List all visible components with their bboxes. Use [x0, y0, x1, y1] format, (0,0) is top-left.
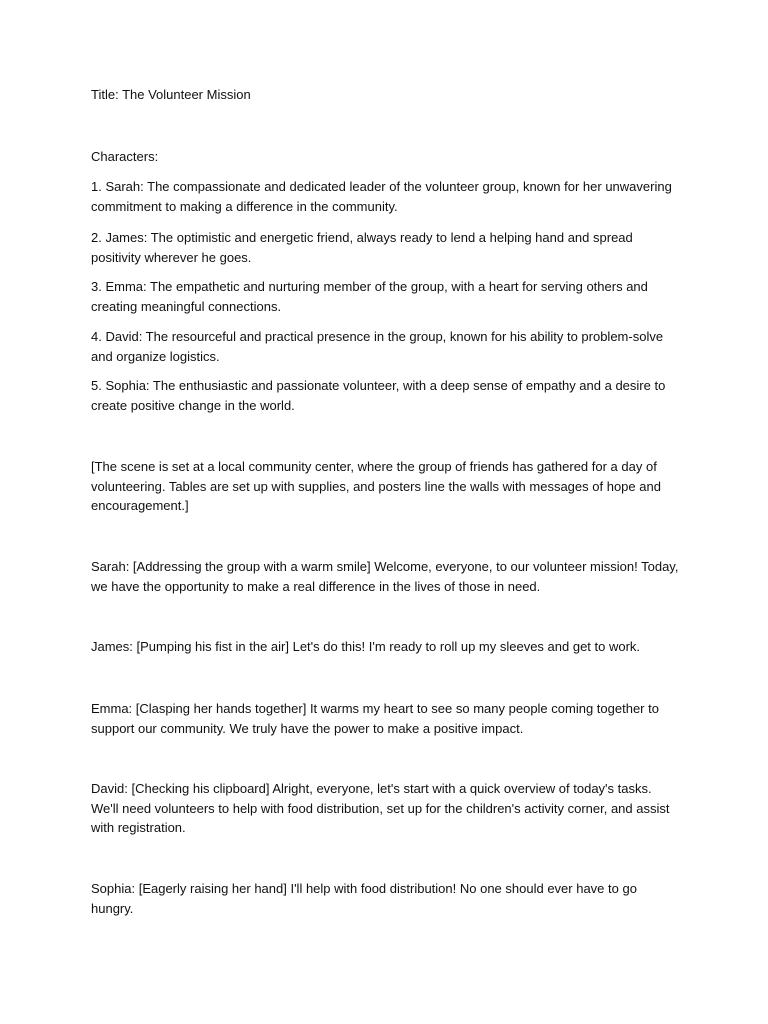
dialogue-line: Sophia: [Eagerly raising her hand] I'll help with food distribution! No one should ever have to go hungry.	[91, 881, 637, 916]
character-entry: 3. Emma: The empathetic and nurturing member of the group, with a heart for serving others and creating meaningful connections.	[91, 279, 648, 314]
dialogue-line: David: [Checking his clipboard] Alright, everyone, let's start with a quick overview of today's tasks. We'll need volunteers to help with food distribution, set up for the children's activity corner, and assist with registration.	[91, 781, 670, 835]
characters-heading: Characters:	[91, 149, 159, 164]
character-entry: 4. David: The resourceful and practical presence in the group, known for his ability to problem-solve and organize logistics.	[91, 329, 664, 364]
dialogue-line: Sarah: [Addressing the group with a warm smile] Welcome, everyone, to our volunteer mission! Today, we have the opportunity to make a real difference in the lives of those in need.	[91, 559, 679, 594]
document-title: Title: The Volunteer Mission	[91, 87, 251, 102]
dialogue-line: Emma: [Clasping her hands together] It warms my heart to see so many people coming together to support our community. We truly have the power to make a positive impact.	[91, 701, 659, 736]
scene-description: [The scene is set at a local community center, where the group of friends has gathered for a day of volunteering. Tables are set up with supplies, and posters line the walls with messages of hope and encouragement.]	[91, 459, 661, 513]
dialogue-line: James: [Pumping his fist in the air] Let's do this! I'm ready to roll up my sleeves and get to work.	[91, 639, 641, 654]
character-entry: 2. James: The optimistic and energetic friend, always ready to lend a helping hand and spread positivity wherever he goes.	[91, 230, 633, 265]
character-entry: 1. Sarah: The compassionate and dedicated leader of the volunteer group, known for her unwavering commitment to making a difference in the community.	[91, 179, 672, 214]
character-entry: 5. Sophia: The enthusiastic and passionate volunteer, with a deep sense of empathy and a desire to create positive change in the world.	[91, 378, 666, 413]
